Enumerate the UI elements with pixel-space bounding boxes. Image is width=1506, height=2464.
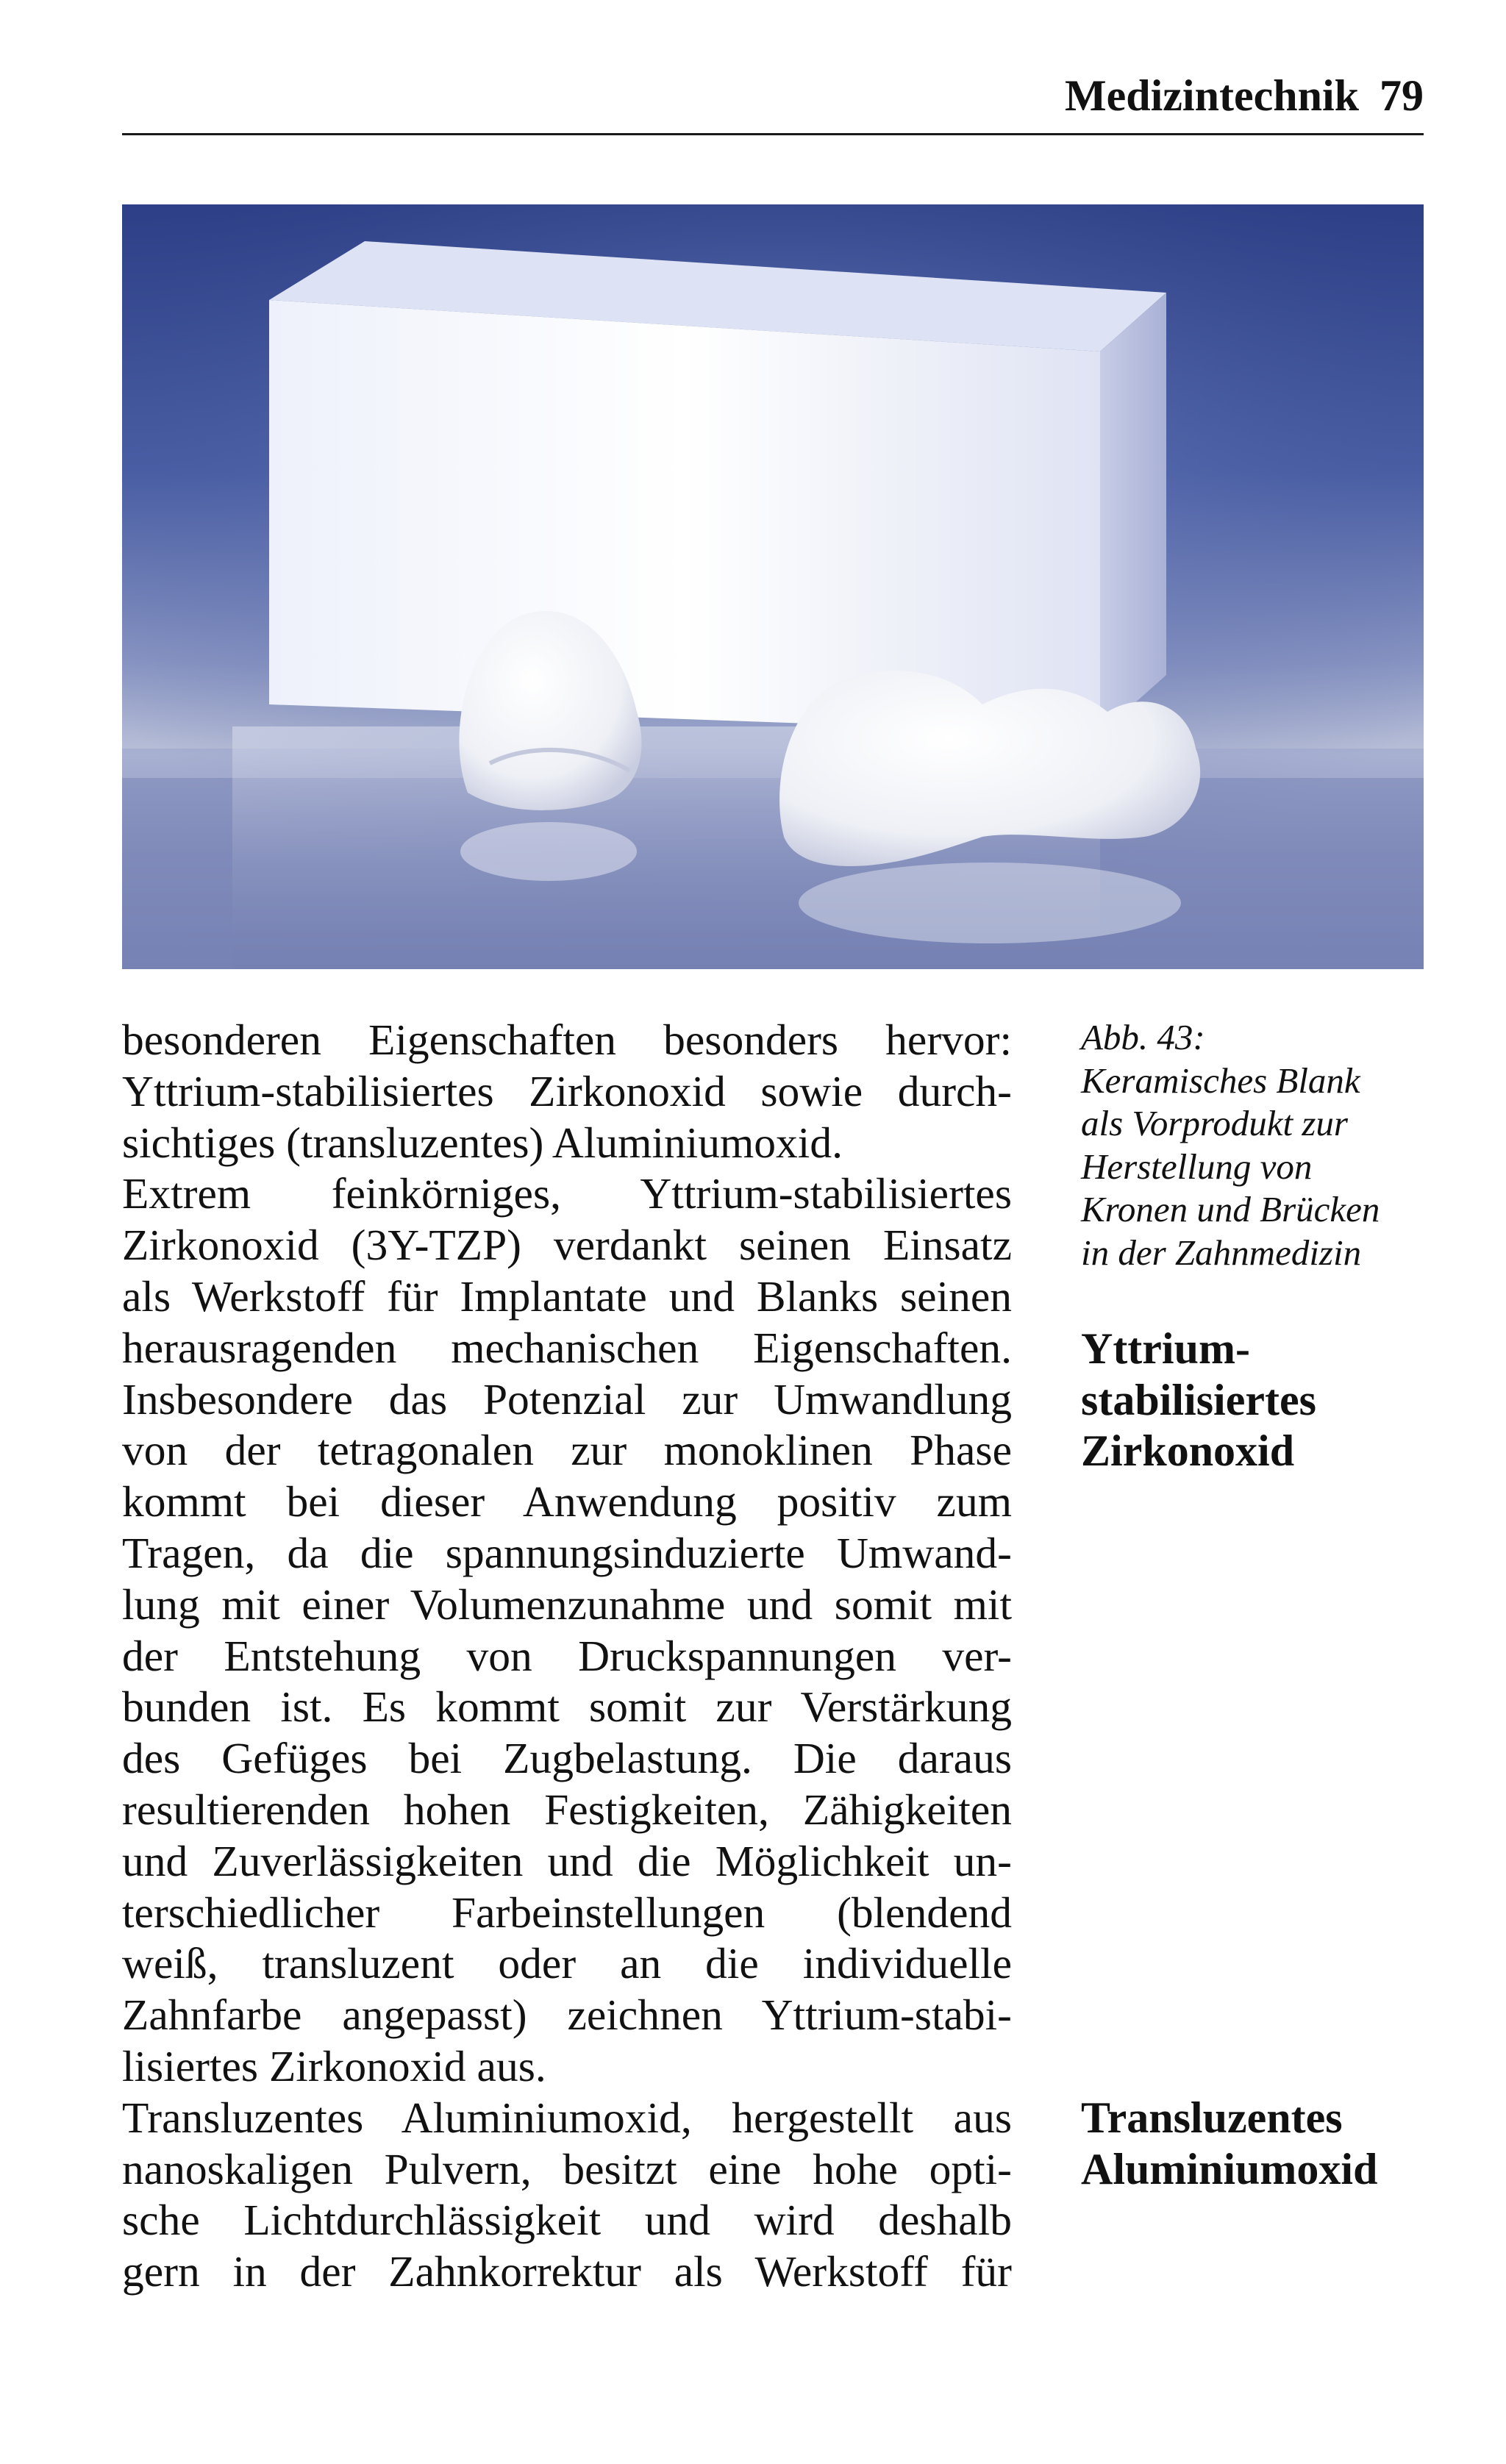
- body-text: [122, 1015, 1012, 2298]
- body-line: Zahnfarbe angepasst) zeichnen Yttrium-stabi-: [122, 1990, 1012, 2040]
- body-line: besonderen Eigenschaften besonders hervor:: [122, 1015, 1012, 1064]
- body-line: als Werkstoff für Implantate und Blanks seinen: [122, 1271, 1012, 1321]
- body-line: der Entstehung von Druckspannungen ver-: [122, 1631, 1012, 1680]
- body-line: lung mit einer Volumenzunahme und somit mit: [122, 1579, 1012, 1629]
- section-title: Medizintechnik: [1065, 71, 1359, 120]
- caption-line: Herstellung von: [1081, 1146, 1313, 1187]
- figure-caption: [1081, 1016, 1434, 1274]
- body-line: von der tetragonalen zur monoklinen Phase: [122, 1426, 1012, 1475]
- body-line: sche Lichtdurchlässigkeit und wird deshalb: [122, 2196, 1012, 2245]
- body-line: des Gefüges bei Zugbelastung. Die daraus: [122, 1734, 1012, 1783]
- margin-heading-aluminiumoxid: [1081, 2093, 1434, 2195]
- caption-line: als Vorprodukt zur: [1081, 1103, 1349, 1143]
- body-line: Zirkonoxid (3Y-TZP) verdankt seinen Einsatz: [122, 1221, 1012, 1270]
- body-line: Extrem feinkörniges, Yttrium-stabilisiertes: [122, 1169, 1012, 1218]
- running-head: [1065, 69, 1424, 122]
- body-line: lisiertes Zirkonoxid aus.: [122, 2041, 546, 2090]
- caption-line: Kronen und Brücken: [1081, 1189, 1380, 1229]
- body-line: und Zuverlässigkeiten und die Möglichkeit un-: [122, 1836, 1012, 1885]
- margin-heading-line: Yttrium-: [1081, 1324, 1250, 1373]
- margin-heading-line: Aluminiumoxid: [1081, 2144, 1378, 2193]
- margin-heading-line: Zirkonoxid: [1081, 1426, 1295, 1475]
- body-line: gern in der Zahnkorrektur als Werkstoff für: [122, 2247, 1012, 2296]
- body-line: bunden ist. Es kommt somit zur Verstärkung: [122, 1682, 1012, 1732]
- margin-heading-line: stabilisiertes: [1081, 1375, 1316, 1424]
- body-line: herausragenden mechanischen Eigenschaften.: [122, 1323, 1012, 1372]
- caption-line: in der Zahnmedizin: [1081, 1232, 1362, 1273]
- caption-line: Keramisches Blank: [1081, 1060, 1360, 1101]
- body-line: nanoskaligen Pulvern, besitzt eine hohe opti-: [122, 2144, 1012, 2193]
- margin-heading-line: Transluzentes: [1081, 2093, 1343, 2142]
- body-line: terschiedlicher Farbeinstellungen (blendend: [122, 1888, 1012, 1937]
- body-line: Yttrium-stabilisiertes Zirkonoxid sowie durch-: [122, 1066, 1012, 1115]
- body-line: sichtiges (transluzentes) Aluminiumoxid.: [122, 1118, 843, 1167]
- page-header: [122, 68, 1424, 135]
- body-line: weiß, transluzent oder an die individuelle: [122, 1939, 1012, 1988]
- body-line: resultierenden hohen Festigkeiten, Zähigkeiten: [122, 1785, 1012, 1834]
- caption-line: Abb. 43:: [1081, 1017, 1205, 1057]
- figure-photo: [122, 204, 1424, 969]
- body-line: Transluzentes Aluminiumoxid, hergestellt aus: [122, 2093, 1012, 2142]
- body-line: Insbesondere das Potenzial zur Umwandlung: [122, 1374, 1012, 1424]
- page-number: 79: [1380, 71, 1424, 120]
- body-line: Tragen, da die spannungsinduzierte Umwand-: [122, 1528, 1012, 1577]
- body-line: kommt bei dieser Anwendung positiv zum: [122, 1477, 1012, 1526]
- ceramic-blank-photo-icon: [122, 204, 1424, 969]
- margin-heading-zirkonoxid: [1081, 1324, 1434, 1477]
